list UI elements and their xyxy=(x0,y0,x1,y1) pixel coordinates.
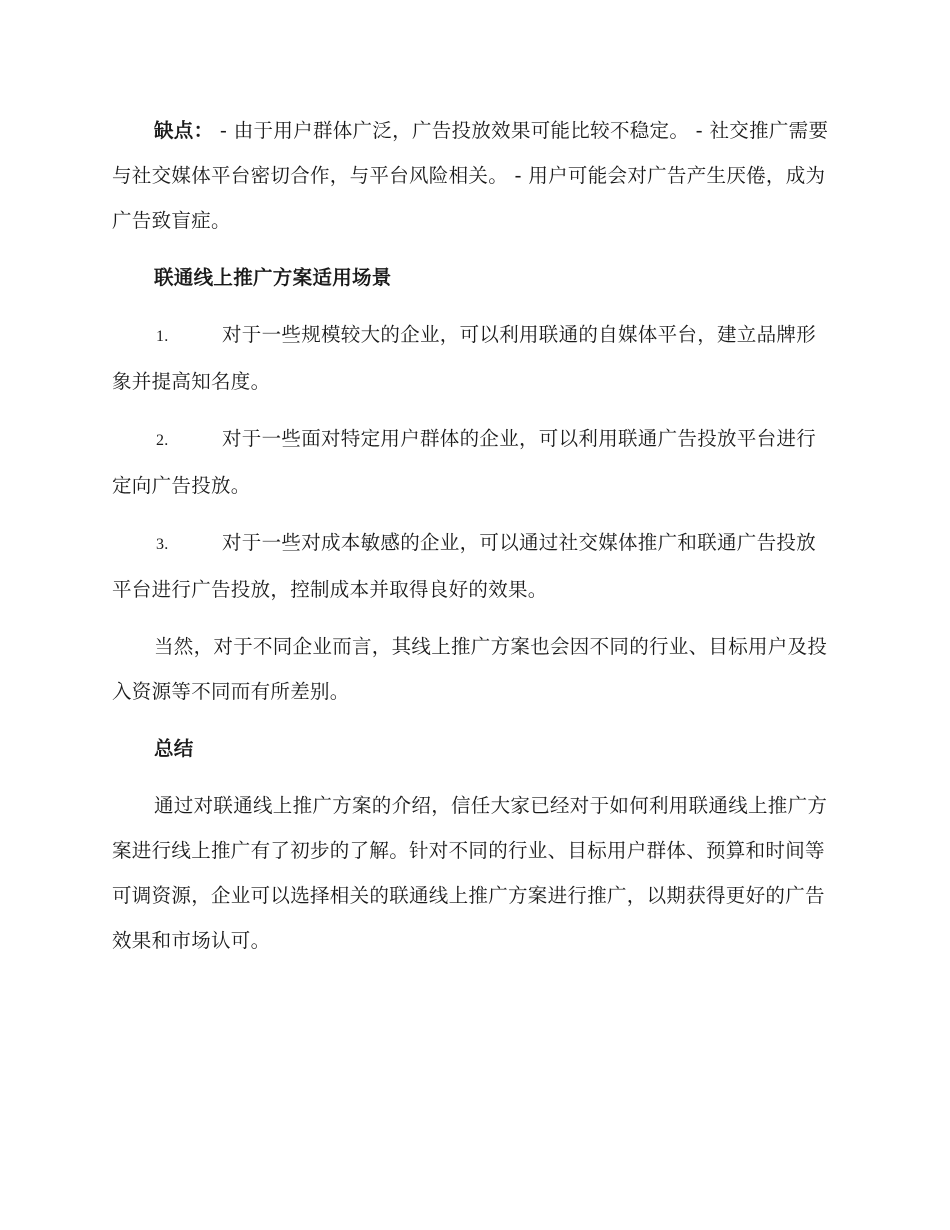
list-number: 1. xyxy=(156,328,169,345)
cons-label: 缺点： xyxy=(154,119,214,142)
document-body xyxy=(112,108,834,975)
cons-text: - 由于用户群体广泛，广告投放效果可能比较不稳定。 - 社交推广需要与社交媒体平台密切合作，与平台风险相关。 - 用户可能会对广告产生厌倦，成为广告致盲症。 xyxy=(112,119,829,232)
note-paragraph: 当然，对于不同企业而言，其线上推广方案也会因不同的行业、目标用户及投入资源等不同而有所差别。 xyxy=(112,635,828,703)
list-number: 3. xyxy=(156,536,169,553)
cons-paragraph xyxy=(112,108,834,243)
list-item xyxy=(112,416,834,508)
scenarios-heading: 联通线上推广方案适用场景 xyxy=(154,266,392,289)
list-text: 对于一些规模较大的企业，可以利用联通的自媒体平台，建立品牌形象并提高知名度。 xyxy=(112,323,817,393)
list-text: 对于一些面对特定用户群体的企业，可以利用联通广告投放平台进行定向广告投放。 xyxy=(112,427,817,497)
summary-heading: 总结 xyxy=(154,737,194,760)
list-number: 2. xyxy=(156,432,169,449)
list-text: 对于一些对成本敏感的企业，可以通过社交媒体推广和联通广告投放平台进行广告投放，控制成本并取得良好的效果。 xyxy=(112,531,817,601)
summary-paragraph: 通过对联通线上推广方案的介绍，信任大家已经对于如何利用联通线上推广方案进行线上推广有了初步的了解。针对不同的行业、目标用户群体、预算和时间等可调资源，企业可以选择相关的联通线上推广方案进行推广，以期获得更好的广告效果和市场认可。 xyxy=(112,794,828,952)
list-item xyxy=(112,520,834,612)
list-item xyxy=(112,312,834,404)
